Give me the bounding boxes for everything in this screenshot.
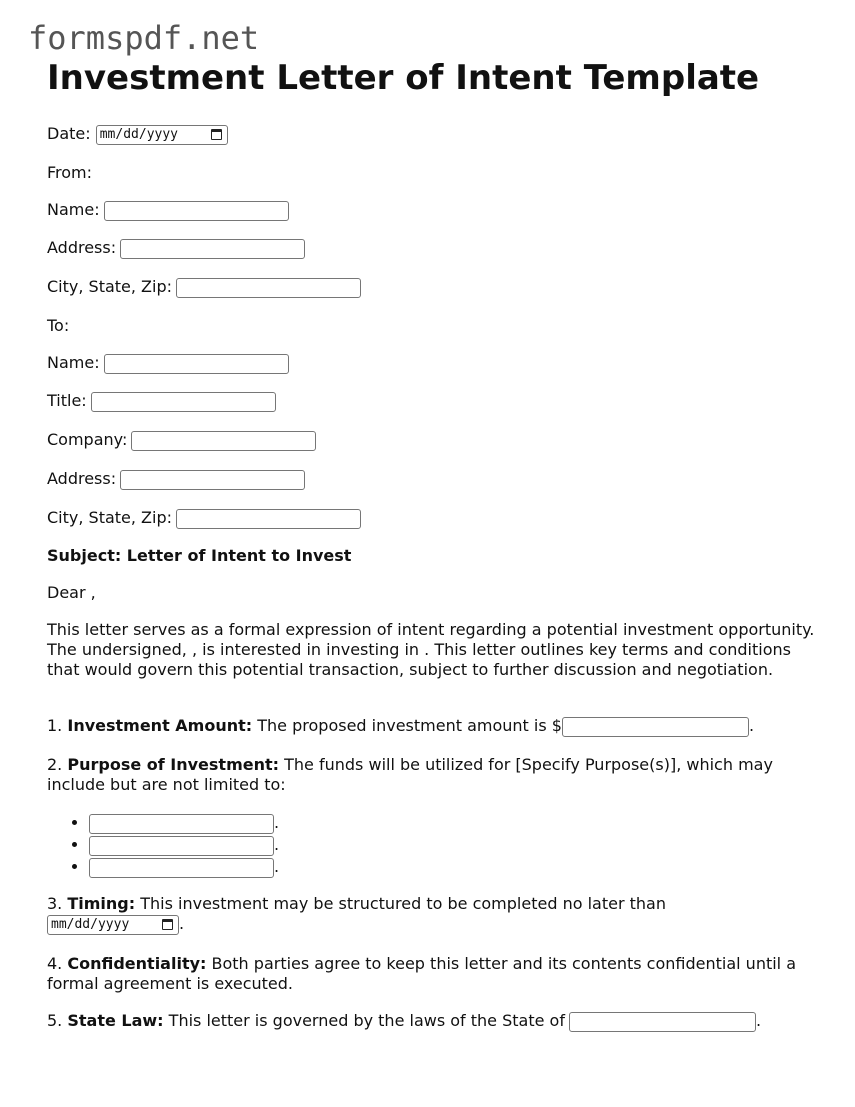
watermark: formspdf.net [28,19,260,57]
from-address-label: Address: [47,238,117,257]
item-number: 3. [47,894,63,913]
date-placeholder: mm/dd/yyyy [51,916,130,932]
intro-paragraph: This letter serves as a formal expression of intent regarding a potential investment opportunity. The undersigned, , is interested in investing in . This letter outlines key terms and conditions that would govern this potential transaction, subject to further discussion and negotiation. [47,620,815,679]
bullet-end: . [274,857,280,876]
from-address-input[interactable] [120,239,305,259]
purpose-input-3[interactable] [89,858,274,878]
list-item [89,834,279,856]
date-placeholder: mm/dd/yyyy [99,126,179,142]
date-field[interactable] [96,125,228,145]
to-city-label: City, State, Zip: [47,508,173,527]
from-name-row [47,200,289,221]
item-text: This letter is governed by the laws of the State of [168,1011,565,1030]
item-number: 4. [47,954,63,973]
to-address-input[interactable] [120,470,305,490]
to-address-row [47,469,305,490]
to-title-label: Title: [47,391,87,410]
to-title-row [47,391,276,412]
to-heading: To: [47,316,70,335]
date-label: Date: [47,124,91,143]
item-heading: Confidentiality: [67,954,207,973]
list-item [89,812,279,834]
calendar-icon[interactable] [162,919,173,930]
state-law-input[interactable] [569,1012,756,1032]
to-company-input[interactable] [131,431,316,451]
list-item [89,856,279,878]
item-confidentiality [47,954,817,994]
to-address-label: Address: [47,469,117,488]
item-timing [47,894,666,914]
subject-line: Subject: Letter of Intent to Invest [47,546,352,565]
to-company-label: Company: [47,430,128,449]
item-state-law [47,1011,761,1032]
item-heading: Investment Amount: [67,716,253,735]
to-title-input[interactable] [91,392,276,412]
to-company-row [47,430,316,451]
from-city-label: City, State, Zip: [47,277,173,296]
from-city-row [47,277,361,298]
timing-date-field[interactable] [47,915,179,935]
item-heading: Timing: [67,894,136,913]
item-end: . [179,914,185,933]
calendar-icon[interactable] [211,129,222,140]
item-investment-amount [47,716,754,737]
from-name-label: Name: [47,200,100,219]
item-text: The funds will be utilized for [Specify Purpose(s)], which may include but are not limited to: [47,755,773,794]
item-heading: Purpose of Investment: [67,755,280,774]
item-end: . [748,716,755,735]
item-text: Both parties agree to keep this letter and its contents confidential until a formal agreement is executed. [47,954,797,993]
to-city-input[interactable] [176,509,361,529]
item-number: 5. [47,1011,63,1030]
item-text: This investment may be structured to be completed no later than [140,894,666,913]
bullet-end: . [274,813,280,832]
item-purpose [47,755,817,795]
to-name-label: Name: [47,353,100,372]
from-name-input[interactable] [104,201,289,221]
purpose-input-1[interactable] [89,814,274,834]
purpose-input-2[interactable] [89,836,274,856]
to-name-row [47,353,289,374]
item-heading: State Law: [67,1011,164,1030]
to-name-input[interactable] [104,354,289,374]
to-city-row [47,508,361,529]
date-row [47,124,228,145]
item-number: 1. [47,716,63,735]
salutation: Dear , [47,583,96,602]
from-heading: From: [47,163,93,182]
purpose-list [47,812,279,878]
item-number: 2. [47,755,63,774]
item-text: The proposed investment amount is $ [257,716,562,735]
from-address-row [47,238,305,259]
timing-date-row [47,914,184,935]
from-city-input[interactable] [176,278,361,298]
bullet-end: . [274,835,280,854]
investment-amount-input[interactable] [562,717,749,737]
page-title: Investment Letter of Intent Template [47,58,760,98]
item-end: . [755,1011,762,1030]
